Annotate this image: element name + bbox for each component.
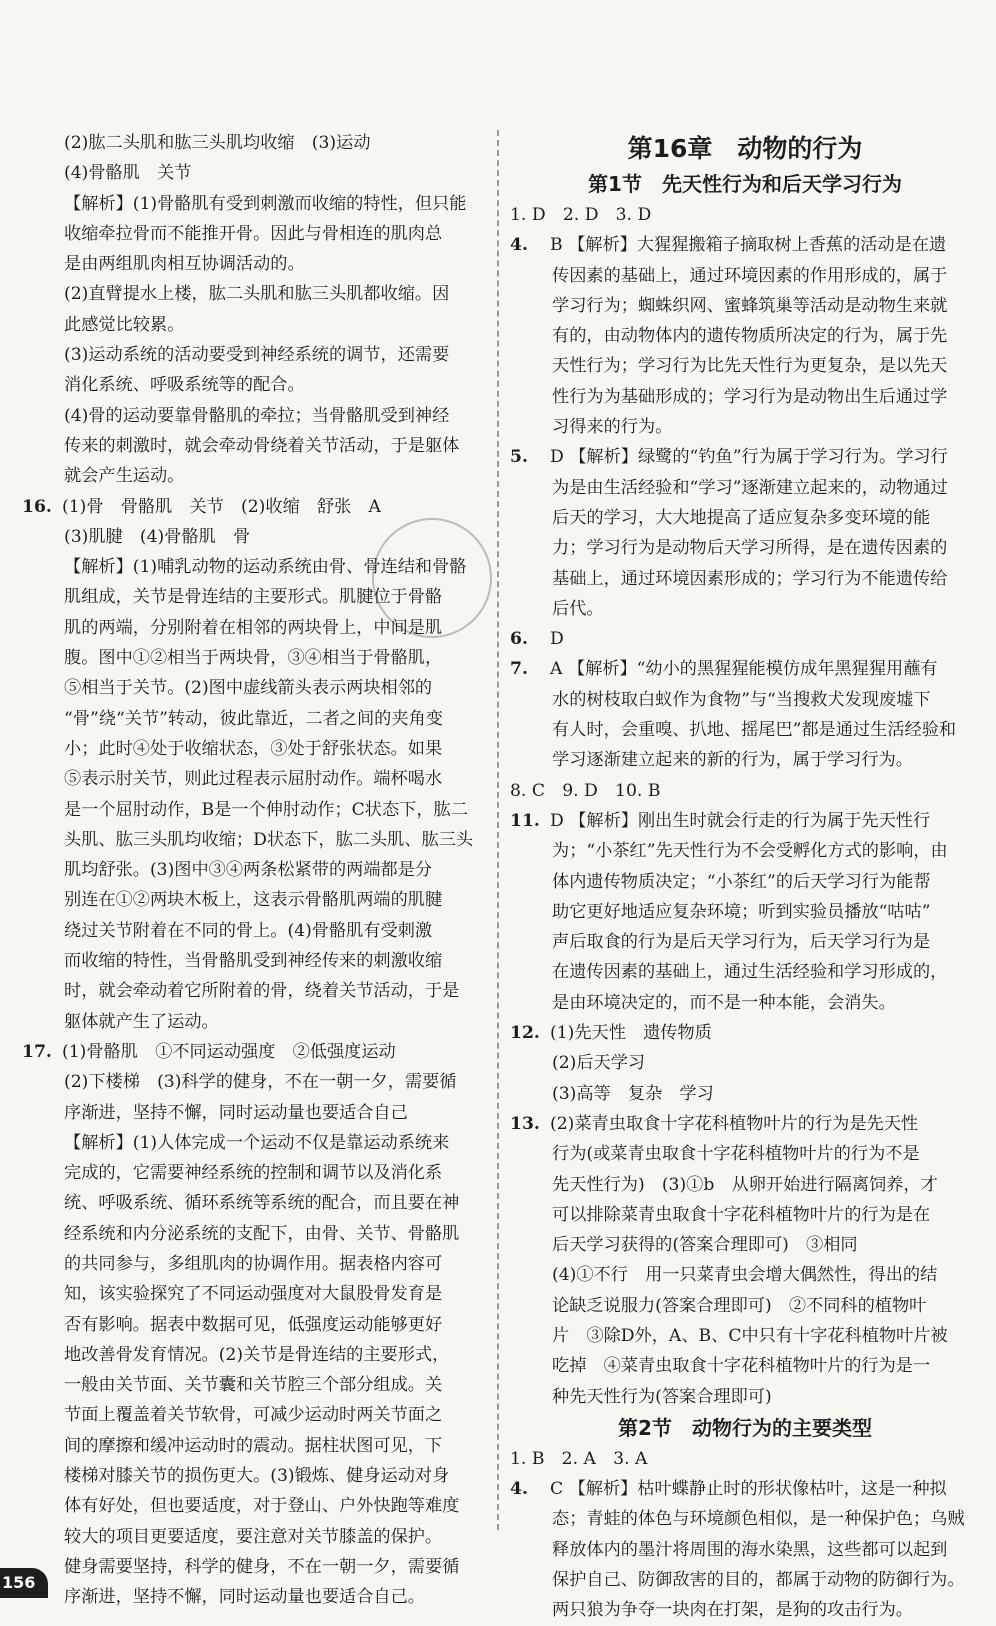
line-text: 8. C 9. D 10. B <box>510 780 661 801</box>
line-text: 1. D 2. D 3. D <box>510 205 652 225</box>
question-number: 13. <box>510 1113 540 1134</box>
text-line <box>510 533 980 563</box>
line-text: 态；青蛙的体色与环境颜色相似，是一种保护色；乌贼 <box>552 1509 965 1530</box>
text-line <box>510 957 980 987</box>
line-text: 为是由生活经验和“学习”逐渐建立起来的，动物通过 <box>552 477 948 498</box>
line-text: 否有影响。据表中数据可见，低强度运动能够更好 <box>64 1314 443 1335</box>
text-line <box>22 1037 490 1067</box>
line-text: 传因素的基础上，通过环境因素的作用形成的，属于 <box>552 265 948 286</box>
question-number: 11. <box>510 810 540 831</box>
line-text: (3)高等 复杂 学习 <box>552 1083 714 1104</box>
line-text: (3)运动系统的活动要受到神经系统的调节，还需要 <box>64 345 450 366</box>
line-text: (4)①不行 用一只菜青虫会增大偶然性，得出的结 <box>552 1265 938 1286</box>
text-line <box>22 885 490 915</box>
line-text: (3)肌腱 (4)骨骼肌 骨 <box>64 526 251 547</box>
left-column <box>22 128 490 1613</box>
text-line <box>22 1249 490 1279</box>
line-text: 地改善骨发育情况。(2)关节是骨连结的主要形式， <box>64 1344 450 1365</box>
text-line <box>510 1079 980 1109</box>
line-text: 间的摩擦和缓冲运动时的震动。据柱状图可见，下 <box>64 1435 443 1456</box>
text-line <box>510 1474 980 1504</box>
line-text: 传来的刺激时，就会牵动骨绕着关节活动，于是躯体 <box>64 435 460 456</box>
text-line <box>510 867 980 897</box>
line-text: 肌组成，关节是骨连结的主要形式。肌腱位于骨骼 <box>64 587 443 608</box>
text-line <box>22 1158 490 1188</box>
line-text: 腹。图中①②相当于两块骨，③④相当于骨骼肌， <box>64 648 443 669</box>
line-text: 肌的两端，分别附着在相邻的两块骨上，中间是肌 <box>64 617 443 638</box>
text-line <box>22 582 490 612</box>
text-line <box>22 1552 490 1582</box>
page-number: 156 <box>0 1568 48 1598</box>
line-text: 1. B 2. A 3. A <box>510 1448 648 1469</box>
text-line <box>510 1565 980 1595</box>
line-text: 声后取食的行为是后天学习行为，后天学习行为是 <box>552 932 931 953</box>
line-text: 而收缩的特性，当骨骼肌受到神经传来的刺激收缩 <box>64 951 443 972</box>
line-text: 体有好处，但也要适度，对于登山、户外快跑等难度 <box>64 1496 460 1517</box>
text-line <box>510 1139 980 1169</box>
line-text: 【解析】(1)人体完成一个运动不仅是靠运动系统来 <box>64 1132 450 1153</box>
line-text: 释放体内的墨汁将周围的海水染黑，这些都可以起到 <box>552 1539 948 1560</box>
text-line <box>22 279 490 309</box>
text-line <box>22 522 490 552</box>
question-number: 4. <box>510 235 528 256</box>
line-text: 论缺乏说服力(答案合理即可) ②不同科的植物叶 <box>552 1295 927 1316</box>
text-line <box>22 1128 490 1158</box>
line-text: ⑤相当于关节。(2)图中虚线箭头表示两块相邻的 <box>64 678 433 699</box>
line-text: 统、呼吸系统、循环系统等系统的配合，而且要在神 <box>64 1193 460 1214</box>
line-text: (1)先天性 遗传物质 <box>550 1023 712 1044</box>
text-line <box>510 1291 980 1321</box>
text-line <box>510 351 980 381</box>
line-text: 一般由关节面、关节囊和关节腔三个部分组成。关 <box>64 1375 443 1396</box>
line-text: 先天性行为) (3)①b 从卵开始进行隔离饲养，才 <box>552 1174 938 1195</box>
text-line <box>22 1279 490 1309</box>
line-text: 序渐进，坚持不懈，同时运动量也要适合自己 <box>64 1102 408 1123</box>
line-text: 躯体就产生了运动。 <box>64 1011 219 1032</box>
text-line <box>22 734 490 764</box>
text-line <box>510 624 980 654</box>
line-text: 吃掉 ④菜青虫取食十字花科植物叶片的行为是一 <box>552 1356 931 1377</box>
question-number: 12. <box>510 1023 540 1044</box>
text-line <box>510 897 980 927</box>
line-text: 后天的学习，大大地提高了适应复杂多变环境的能 <box>552 507 931 528</box>
line-text: D 【解析】绿鹭的“钓鱼”行为属于学习行为。学习行 <box>550 447 948 468</box>
line-text: 学习行为；蜘蛛织网、蜜蜂筑巢等活动是动物生来就 <box>552 295 948 316</box>
text-line <box>22 401 490 431</box>
text-line <box>510 1170 980 1200</box>
line-text: 消化系统、呼吸系统等的配合。 <box>64 375 305 396</box>
text-line <box>22 613 490 643</box>
text-line <box>22 1400 490 1430</box>
question-number: 17. <box>22 1041 52 1062</box>
text-line <box>510 1230 980 1260</box>
text-line <box>22 461 490 491</box>
line-text: (2)直臂提水上楼，肱二头肌和肱三头肌都收缩。因 <box>64 284 450 305</box>
text-line <box>510 1444 980 1474</box>
line-text: 别连在①②两块木板上，这表示骨骼肌两端的肌腱 <box>64 890 443 911</box>
text-line <box>510 412 980 442</box>
question-number: 7. <box>510 659 528 680</box>
text-line <box>22 1007 490 1037</box>
line-text: 绕过关节附着在不同的骨上。(4)骨骼肌有受刺激 <box>64 920 433 941</box>
question-number: 6. <box>510 629 528 650</box>
line-text: 完成的，它需要神经系统的控制和调节以及消化系 <box>64 1163 443 1184</box>
line-text: 是由两组肌肉相互协调活动的。 <box>64 254 305 275</box>
line-text: 序渐进，坚持不懈，同时运动量也要适合自己。 <box>64 1587 425 1608</box>
text-line <box>510 442 980 472</box>
line-text: 【解析】(1)哺乳动物的运动系统由骨、骨连结和骨骼 <box>64 557 467 578</box>
text-line <box>22 1067 490 1097</box>
line-text: (4)骨的运动要靠骨骼肌的牵拉；当骨骼肌受到神经 <box>64 405 450 426</box>
text-line <box>510 473 980 503</box>
text-line <box>510 291 980 321</box>
text-line <box>510 1535 980 1565</box>
text-line <box>22 795 490 825</box>
line-text: 健身需要坚持，科学的健身，不在一朝一夕，需要循 <box>64 1556 460 1577</box>
line-text: (2)下楼梯 (3)科学的健身，不在一朝一夕，需要循 <box>64 1072 457 1093</box>
line-text: 时，就会牵动着它所附着的骨，绕着关节活动，于是 <box>64 981 460 1002</box>
line-text: D <box>550 629 564 650</box>
right-column <box>510 128 980 1626</box>
section-title: 第1节 先天性行为和后天学习行为 <box>588 172 902 196</box>
line-text: (1)骨骼肌 ①不同运动强度 ②低强度运动 <box>62 1041 396 1062</box>
text-line <box>510 382 980 412</box>
text-line <box>510 1200 980 1230</box>
text-line <box>22 704 490 734</box>
text-line <box>510 503 980 533</box>
line-text: 行为(或菜青虫取食十字花科植物叶片的行为不是 <box>552 1144 920 1165</box>
line-text: 的共同参与，多组肌肉的协调作用。据表格内容可 <box>64 1253 443 1274</box>
text-line <box>510 1504 980 1534</box>
line-text: (2)肱二头肌和肱三头肌均收缩 (3)运动 <box>64 133 371 153</box>
line-text: 有的，由动物体内的遗传物质所决定的行为，属于先 <box>552 326 948 347</box>
line-text: 两只狼为争夺一块肉在打架，是狗的攻击行为。 <box>552 1600 913 1621</box>
text-line <box>510 776 980 806</box>
text-line <box>510 594 980 624</box>
line-text: (4)骨骼肌 关节 <box>64 163 192 184</box>
text-line <box>510 564 980 594</box>
text-line <box>22 673 490 703</box>
line-text: 习得来的行为。 <box>552 417 673 438</box>
chapter-title: 第16章 动物的行为 <box>627 134 863 163</box>
line-text: 【解析】(1)骨骼肌有受到刺激而收缩的特性，但只能 <box>64 193 467 214</box>
text-line <box>510 836 980 866</box>
column-divider <box>497 130 499 1530</box>
text-line <box>510 1109 980 1139</box>
text-line <box>510 200 980 230</box>
text-line <box>510 321 980 351</box>
line-text: 后天学习获得的(答案合理即可) ③相同 <box>552 1235 858 1256</box>
line-text: 小；此时④处于收缩状态，③处于舒张状态。如果 <box>64 738 443 759</box>
line-text: 基础上，通过环境因素形成的；学习行为不能遗传给 <box>552 568 948 589</box>
text-line <box>22 976 490 1006</box>
line-text: 是一个屈肘动作，B是一个伸肘动作；C状态下，肱二 <box>64 799 468 820</box>
text-line <box>22 310 490 340</box>
text-line <box>22 855 490 885</box>
line-text: B 【解析】大猩猩搬箱子摘取树上香蕉的活动是在遗 <box>550 235 947 256</box>
text-line <box>22 764 490 794</box>
text-line <box>510 1382 980 1412</box>
text-line <box>22 158 490 188</box>
line-text: 助它更好地适应复杂环境；听到实验员播放“咕咕” <box>552 901 931 922</box>
line-text: 节面上覆盖着关节软骨，可减少运动时两关节面之 <box>64 1405 443 1426</box>
text-line <box>510 1260 980 1290</box>
text-line <box>22 825 490 855</box>
line-text: D 【解析】刚出生时就会行走的行为属于先天性行 <box>550 810 931 831</box>
line-text: 种先天性行为(答案合理即可) <box>552 1386 772 1407</box>
text-line <box>22 1370 490 1400</box>
text-line <box>510 806 980 836</box>
line-text: 知，该实验探究了不同运动强度对大鼠股骨发育是 <box>64 1284 443 1305</box>
line-text: 片 ③除D外，A、B、C中只有十字花科植物叶片被 <box>552 1325 948 1346</box>
line-text: (2)菜青虫取食十字花科植物叶片的行为是先天性 <box>550 1113 919 1134</box>
question-number: 5. <box>510 447 528 468</box>
text-line <box>22 1098 490 1128</box>
text-line <box>22 340 490 370</box>
text-line <box>22 249 490 279</box>
text-line <box>22 643 490 673</box>
text-line <box>510 1048 980 1078</box>
line-text: 体内遗传物质决定；“小茶红”的后天学习行为能帮 <box>552 871 931 892</box>
line-text: “骨”绕“关节”转动，彼此靠近，二者之间的夹角变 <box>64 708 443 729</box>
line-text: 较大的项目更要适度，要注意对关节膝盖的保护。 <box>64 1526 443 1547</box>
question-number: 4. <box>510 1479 528 1500</box>
text-line <box>22 370 490 400</box>
text-line <box>22 552 490 582</box>
line-text: 天性行为；学习行为比先天性行为更复杂，是以先天 <box>552 356 948 377</box>
text-line <box>510 927 980 957</box>
text-line <box>22 1310 490 1340</box>
text-line <box>22 1340 490 1370</box>
text-line <box>22 946 490 976</box>
line-text: 可以排除菜青虫取食十字花科植物叶片的行为是在 <box>552 1204 931 1225</box>
line-text: 为；“小茶红”先天性行为不会受孵化方式的影响，由 <box>552 841 948 862</box>
text-line <box>22 1582 490 1612</box>
text-line <box>510 230 980 260</box>
line-text: (2)后天学习 <box>552 1053 646 1074</box>
text-line <box>510 988 980 1018</box>
text-line <box>22 431 490 461</box>
text-line <box>22 492 490 522</box>
line-text: 肌均舒张。(3)图中③④两条松紧带的两端都是分 <box>64 860 433 881</box>
line-text: A 【解析】“幼小的黑猩猩能模仿成年黑猩猩用蘸有 <box>550 659 938 680</box>
text-line <box>22 1491 490 1521</box>
text-line <box>510 745 980 775</box>
line-text: 保护自己、防御敌害的目的，都属于动物的防御行为。 <box>552 1570 965 1591</box>
line-text: 性行为为基础形成的；学习行为是动物出生后通过学 <box>552 386 948 407</box>
text-line <box>22 219 490 249</box>
line-text: 在遗传因素的基础上，通过生活经验和学习形成的， <box>552 962 948 983</box>
line-text: 是由环境决定的，而不是一种本能，会消失。 <box>552 992 896 1013</box>
text-line <box>22 128 490 158</box>
line-text: 此感觉比较累。 <box>64 314 185 335</box>
line-text: C 【解析】枯叶蝶静止时的形状像枯叶，这是一种拟 <box>550 1479 947 1500</box>
text-line <box>510 1351 980 1381</box>
text-line <box>22 1219 490 1249</box>
text-line <box>510 715 980 745</box>
text-line <box>510 1321 980 1351</box>
line-text: 学习逐渐建立起来的新的行为，属于学习行为。 <box>552 750 913 771</box>
line-text: ⑤表示肘关节，则此过程表示屈肘动作。端杯喝水 <box>64 769 443 790</box>
text-line <box>22 1188 490 1218</box>
line-text: 就会产生运动。 <box>64 466 185 487</box>
text-line <box>22 189 490 219</box>
question-number: 16. <box>22 496 52 517</box>
text-line <box>22 1431 490 1461</box>
line-text: 经系统和内分泌系统的支配下，由骨、关节、骨骼肌 <box>64 1223 460 1244</box>
section-title: 第2节 动物行为的主要类型 <box>618 1415 872 1440</box>
line-text: (1)骨 骨骼肌 关节 (2)收缩 舒张 A <box>62 496 381 517</box>
text-line <box>510 261 980 291</box>
line-text: 水的树枝取白蚁作为食物”与“当搜救犬发现废墟下 <box>552 689 931 710</box>
line-text: 后代。 <box>552 598 604 619</box>
text-line <box>22 916 490 946</box>
text-line <box>510 685 980 715</box>
text-line <box>22 1461 490 1491</box>
text-line <box>510 654 980 684</box>
line-text: 楼梯对膝关节的损伤更大。(3)锻炼、健身运动对身 <box>64 1466 450 1487</box>
text-line <box>22 1522 490 1552</box>
text-line <box>510 1018 980 1048</box>
line-text: 收缩牵拉骨而不能推开骨。因此与骨相连的肌肉总 <box>64 223 443 244</box>
line-text: 力；学习行为是动物后天学习所得，是在遗传因素的 <box>552 538 948 559</box>
line-text: 头肌、肱三头肌均收缩；D状态下，肱二头肌、肱三头 <box>64 829 474 850</box>
line-text: 有人时，会重嗅、扒地、摇尾巴”都是通过生活经验和 <box>552 720 957 741</box>
